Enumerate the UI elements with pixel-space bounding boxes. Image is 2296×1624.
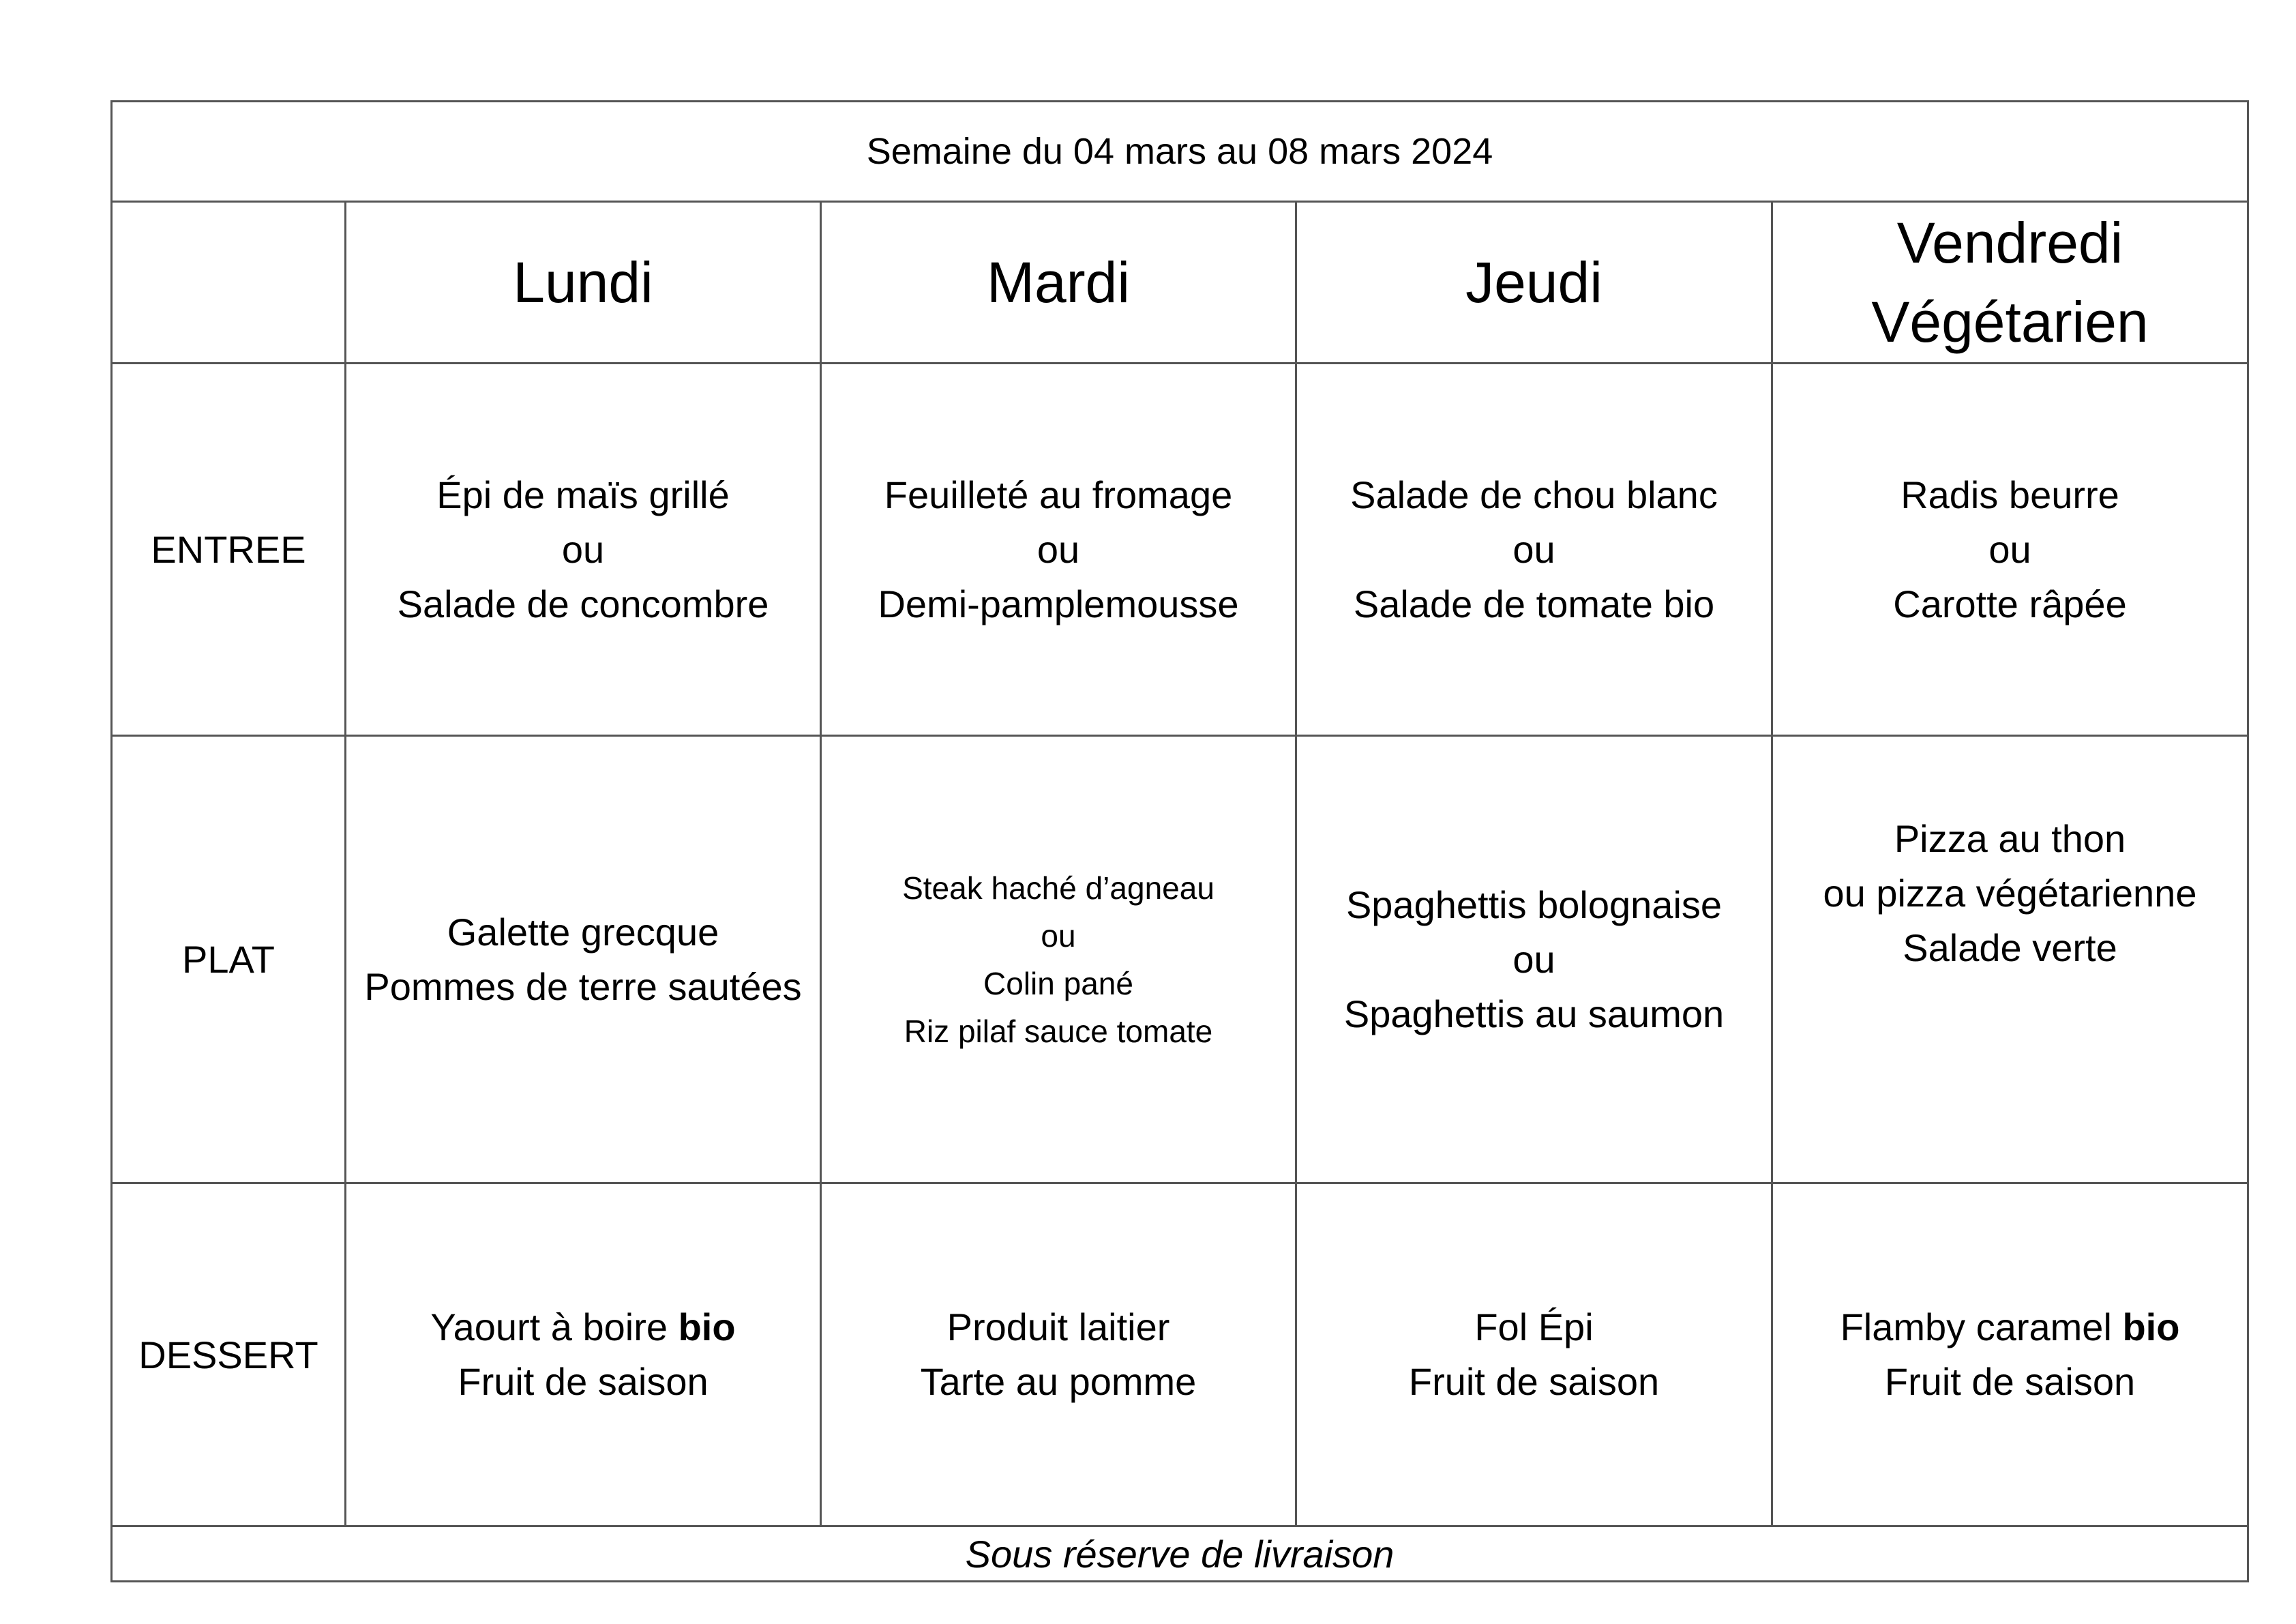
dish-name: Yaourt à boire	[430, 1305, 679, 1348]
or-text: ou	[1512, 937, 1555, 981]
menu-cell	[1296, 1183, 1772, 1526]
day-label: Mardi	[986, 250, 1131, 314]
menu-cell	[1772, 1183, 2248, 1526]
dish: Spaghettis au saumon	[1343, 992, 1725, 1035]
corner-cell	[112, 202, 346, 364]
dish: Spaghettis bolognaise	[1345, 883, 1723, 926]
or-text: ou	[1041, 917, 1076, 954]
footer-row	[112, 1526, 2248, 1582]
menu-cell	[346, 736, 821, 1183]
menu-cell	[1296, 364, 1772, 736]
dish: Colin pané	[983, 965, 1133, 1001]
dish	[1777, 1300, 2243, 1355]
row-label-entree: ENTREE	[112, 364, 346, 736]
or-text: ou	[561, 527, 605, 571]
dessert-row	[112, 1183, 2248, 1526]
dish: Riz pilaf sauce tomate	[904, 1013, 1213, 1049]
row-label-plat: PLAT	[112, 736, 346, 1183]
or-text: ou	[1037, 527, 1080, 571]
menu-cell	[1296, 736, 1772, 1183]
menu-cell	[821, 736, 1296, 1183]
day-header-jeudi	[1296, 202, 1772, 364]
dish: Salade de concombre	[397, 582, 769, 625]
dish: Fruit de saison	[1884, 1360, 2136, 1403]
day-sublabel: Végétarien	[1871, 290, 2149, 354]
title-row	[112, 102, 2248, 202]
day-header-row	[112, 202, 2248, 364]
bio-label: bio	[678, 1305, 736, 1348]
day-header-lundi	[346, 202, 821, 364]
or-text: ou	[1988, 527, 2031, 571]
day-header-vendredi	[1772, 202, 2248, 364]
plat-row	[112, 736, 2248, 1183]
menu-cell	[346, 364, 821, 736]
menu-cell	[346, 1183, 821, 1526]
bio-label: bio	[2122, 1305, 2180, 1348]
weekly-menu-table	[110, 100, 2249, 1582]
dish	[1301, 1300, 1767, 1355]
dish: Carotte râpée	[1893, 582, 2127, 625]
menu-cell	[821, 1183, 1296, 1526]
dish	[826, 1300, 1291, 1355]
menu-cell	[1772, 736, 2248, 1183]
or-text: ou	[1512, 527, 1555, 571]
dish: Pommes de terre sautées	[364, 964, 802, 1008]
row-label-dessert: DESSERT	[112, 1183, 346, 1526]
entree-row	[112, 364, 2248, 736]
dish: Fruit de saison	[1408, 1360, 1660, 1403]
dish: Épi de maïs grillé	[436, 473, 730, 516]
menu-cell	[1772, 364, 2248, 736]
dish: Demi-pamplemousse	[878, 582, 1239, 625]
dish	[351, 1300, 816, 1355]
dish: Radis beurre	[1900, 473, 2119, 516]
day-label: Lundi	[513, 250, 653, 314]
dish-name: Produit laitier	[946, 1305, 1170, 1348]
menu-cell	[821, 364, 1296, 736]
delivery-note: Sous réserve de livraison	[112, 1526, 2248, 1582]
day-label: Vendredi	[1896, 211, 2123, 275]
dish: Salade verte	[1903, 926, 2117, 969]
dish-name: Flamby caramel	[1840, 1305, 2123, 1348]
day-header-mardi	[821, 202, 1296, 364]
dish: Steak haché d’agneau	[902, 870, 1214, 906]
dish: Salade de chou blanc	[1350, 473, 1718, 516]
dish: Galette grecque	[447, 910, 719, 954]
day-label: Jeudi	[1465, 250, 1602, 314]
dish: Salade de tomate bio	[1353, 582, 1715, 625]
dish-name: Fol Épi	[1474, 1305, 1594, 1348]
dish: ou pizza végétarienne	[1823, 872, 2197, 915]
week-title: Semaine du 04 mars au 08 mars 2024	[112, 102, 2248, 202]
dish: Feuilleté au fromage	[884, 473, 1233, 516]
dish: Tarte au pomme	[920, 1360, 1197, 1403]
dish: Pizza au thon	[1894, 817, 2126, 860]
dish: Fruit de saison	[458, 1360, 709, 1403]
